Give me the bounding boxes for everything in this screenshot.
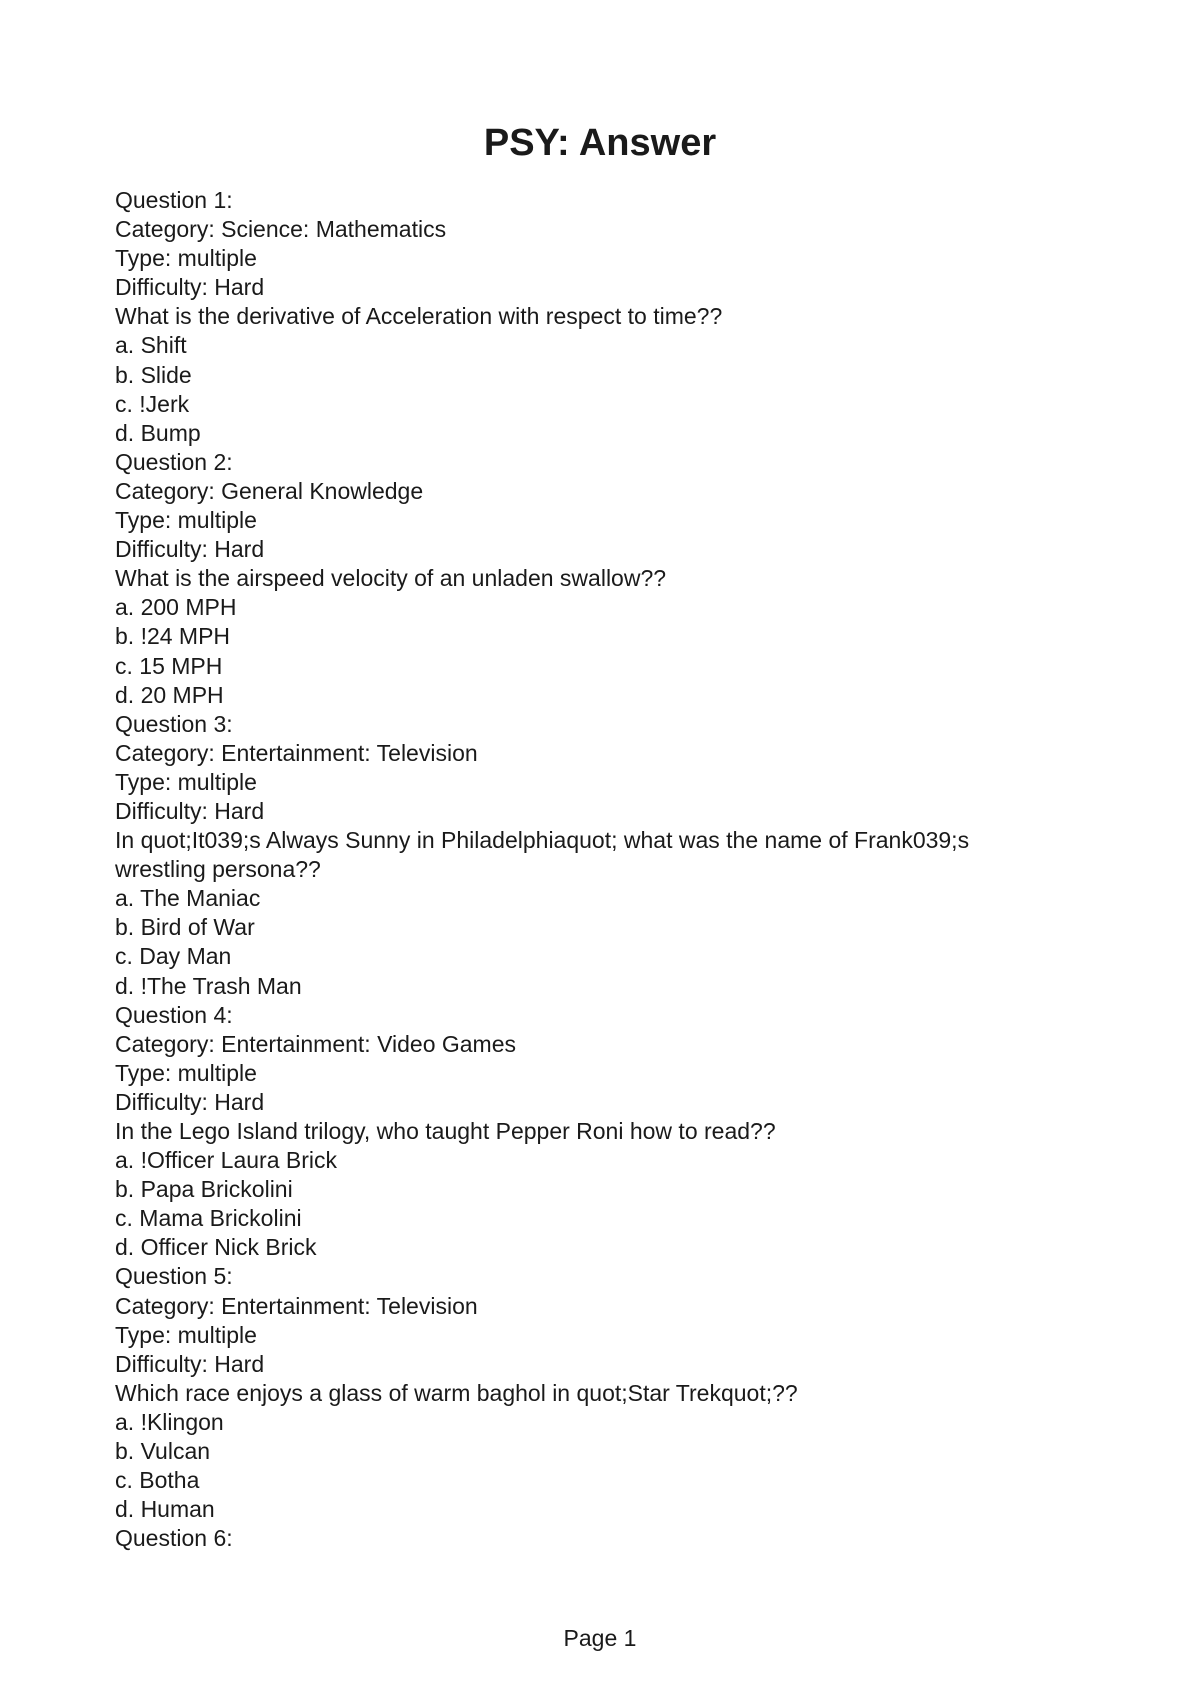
question-difficulty: Difficulty: Hard: [115, 1088, 265, 1115]
answer-option: d. Officer Nick Brick: [115, 1234, 317, 1261]
question-header: Question 5:: [115, 1263, 233, 1290]
question-text: Which race enjoys a glass of warm baghol in quot;Star Trekquot;??: [115, 1379, 798, 1406]
question-text: What is the airspeed velocity of an unladen swallow??: [115, 565, 667, 592]
answer-option: a. !Officer Laura Brick: [115, 1147, 337, 1174]
answer-option: d. Bump: [115, 419, 201, 446]
question-difficulty: Difficulty: Hard: [115, 274, 265, 301]
answer-option: c. Botha: [115, 1467, 200, 1494]
answer-option: c. Mama Brickolini: [115, 1205, 302, 1232]
question-block: [115, 186, 1055, 448]
question-block: [115, 1262, 1055, 1524]
question-type: Type: multiple: [115, 1059, 257, 1086]
question-header: Question 1:: [115, 187, 233, 213]
page-title: PSY: Answer: [483, 122, 717, 164]
question-header: Question 4:: [115, 1001, 233, 1028]
question-category: Category: Science: Mathematics: [115, 216, 447, 243]
answer-option: a. Shift: [115, 332, 187, 359]
answer-option: c. !Jerk: [115, 390, 190, 417]
answer-option: d. 20 MPH: [115, 681, 224, 708]
question-header: Question 3:: [115, 710, 233, 737]
question-text: In quot;It039;s Always Sunny in Philadelphiaquot; what was the name of Frank039;s wrestling persona??: [115, 827, 970, 883]
question-header: Question 6:: [115, 1525, 233, 1552]
question-category: Category: General Knowledge: [115, 477, 424, 504]
answer-option: a. 200 MPH: [115, 594, 237, 621]
question-difficulty: Difficulty: Hard: [115, 1350, 265, 1377]
question-difficulty: Difficulty: Hard: [115, 536, 265, 563]
page-number: Page 1: [563, 1625, 637, 1651]
question-category: Category: Entertainment: Television: [115, 1292, 478, 1319]
question-difficulty: Difficulty: Hard: [115, 797, 265, 824]
question-type: Type: multiple: [115, 768, 257, 795]
answer-option: b. Vulcan: [115, 1438, 211, 1465]
answer-option: a. The Maniac: [115, 885, 261, 912]
question-category: Category: Entertainment: Television: [115, 739, 478, 766]
answer-option: b. !24 MPH: [115, 623, 231, 650]
answer-option: d. !The Trash Man: [115, 972, 302, 999]
answer-option: c. Day Man: [115, 943, 232, 970]
question-type: Type: multiple: [115, 1321, 257, 1348]
answer-option: a. !Klingon: [115, 1408, 224, 1435]
document-body: [115, 186, 1055, 1553]
question-block: [115, 710, 1055, 1001]
question-type: Type: multiple: [115, 507, 257, 534]
answer-option: d. Human: [115, 1496, 215, 1523]
question-header: Question 2:: [115, 448, 233, 475]
question-text: In the Lego Island trilogy, who taught Pepper Roni how to read??: [115, 1118, 776, 1144]
question-type: Type: multiple: [115, 245, 257, 272]
question-block: [115, 448, 1055, 710]
question-category: Category: Entertainment: Video Games: [115, 1030, 517, 1057]
answer-option: b. Papa Brickolini: [115, 1176, 293, 1203]
answer-option: c. 15 MPH: [115, 652, 223, 679]
question-block: [115, 1001, 1055, 1263]
answer-option: b. Slide: [115, 361, 192, 388]
question-text: What is the derivative of Acceleration with respect to time??: [115, 303, 723, 330]
answer-option: b. Bird of War: [115, 914, 255, 941]
